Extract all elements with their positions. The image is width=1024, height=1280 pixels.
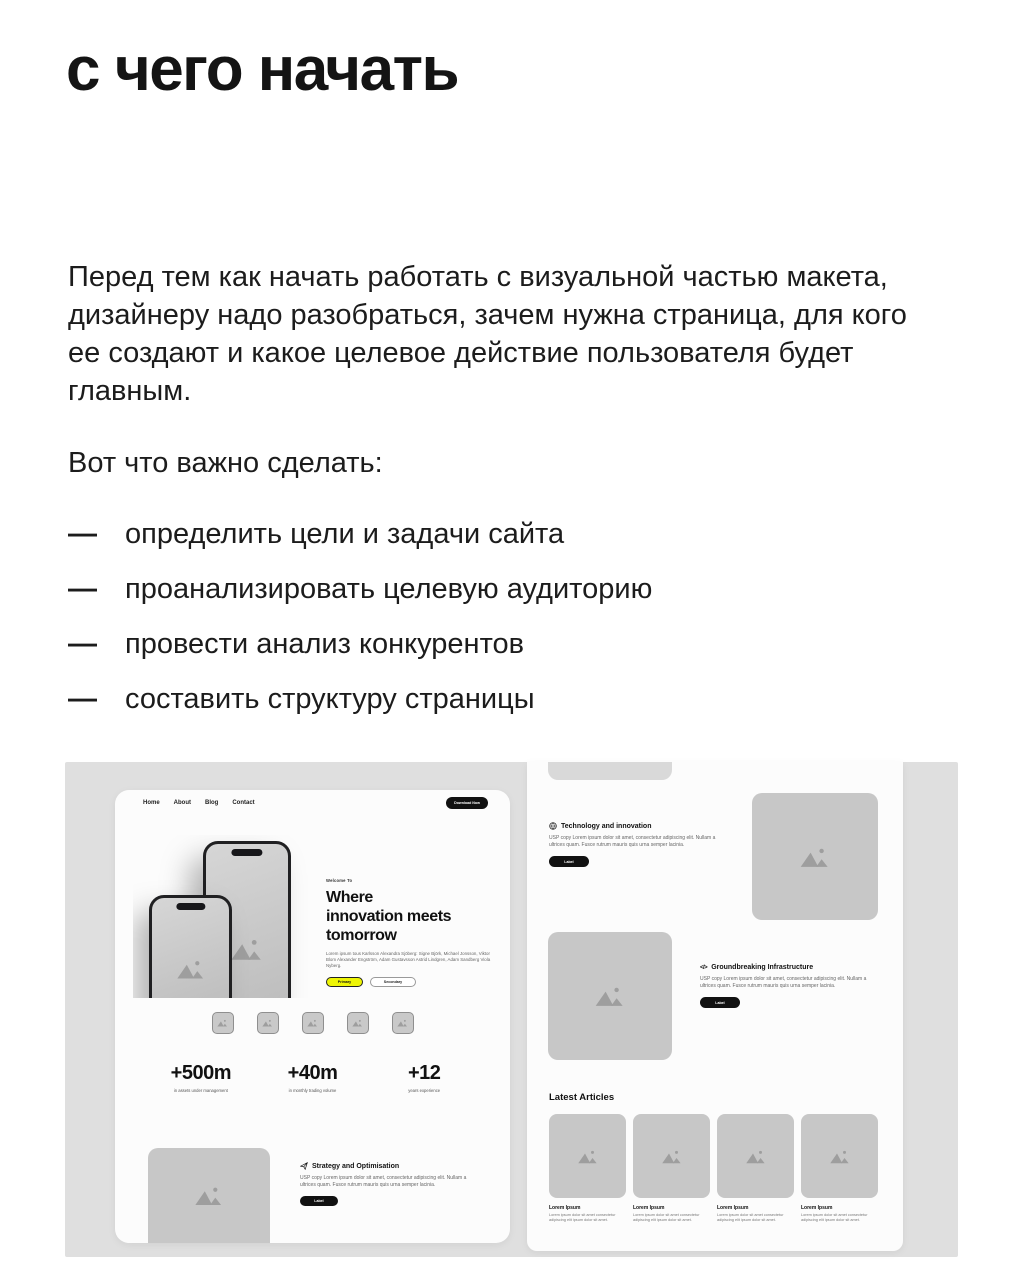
article-card[interactable] bbox=[549, 1114, 626, 1223]
paper-plane-icon bbox=[300, 1162, 308, 1170]
stat-assets bbox=[145, 1062, 257, 1093]
wireframe-content-page bbox=[527, 762, 903, 1251]
image-placeholder-icon bbox=[661, 1149, 683, 1164]
image-placeholder-icon bbox=[257, 1012, 279, 1034]
article-card[interactable] bbox=[633, 1114, 710, 1223]
feature-strategy bbox=[300, 1162, 485, 1206]
article-card[interactable] bbox=[801, 1114, 878, 1223]
label-button[interactable]: Label bbox=[300, 1196, 338, 1206]
secondary-button[interactable]: Secondary bbox=[370, 977, 416, 987]
article-cards bbox=[549, 1114, 878, 1223]
list-item-text: провести анализ конкурентов bbox=[125, 628, 525, 660]
card-title: Lorem Ipsum bbox=[633, 1205, 665, 1211]
nav-item-contact[interactable]: Contact bbox=[232, 800, 255, 806]
image-placeholder-icon bbox=[577, 1149, 599, 1164]
logo-placeholder-row bbox=[115, 1012, 510, 1034]
card-image-placeholder bbox=[633, 1114, 710, 1198]
hero-heading-line: Where bbox=[326, 889, 373, 906]
image-placeholder-icon bbox=[745, 1149, 767, 1164]
image-placeholder-icon bbox=[392, 1012, 414, 1034]
dash-marker: — bbox=[68, 518, 97, 550]
label-button[interactable]: Label bbox=[549, 856, 589, 867]
hero-phone-mockups bbox=[133, 835, 323, 998]
feature-title: Technology and innovation bbox=[561, 822, 652, 830]
feature-heading bbox=[549, 822, 719, 830]
feature-image-placeholder bbox=[148, 1148, 270, 1243]
wireframe-landing-page bbox=[115, 790, 510, 1243]
stat-label: in monthly trading volume bbox=[288, 1088, 337, 1093]
feature-title: Strategy and Optimisation bbox=[312, 1162, 400, 1170]
card-image-placeholder bbox=[801, 1114, 878, 1198]
stat-value: +12 bbox=[407, 1062, 441, 1084]
image-placeholder-icon bbox=[302, 1012, 324, 1034]
list-item bbox=[68, 628, 652, 660]
download-now-button[interactable]: Download Now bbox=[446, 797, 488, 809]
dash-marker: — bbox=[68, 683, 97, 715]
image-placeholder-icon bbox=[194, 1185, 224, 1206]
stat-label: in assets under management bbox=[173, 1088, 228, 1093]
nav-item-about[interactable]: About bbox=[173, 800, 191, 806]
hero-heading-line: innovation meets bbox=[326, 908, 452, 925]
card-body: Lorem ipsum dolor sit amet consectetur adipiscing elit ipsum dolor sit amet. bbox=[801, 1213, 868, 1222]
card-image-placeholder bbox=[717, 1114, 794, 1198]
feature-body: USP copy Lorem ipsum dolor sit amet, consectetur adipiscing elit. Nullam a ultrices quam. Fusce rutrum mauris quis urna semper lacinia. bbox=[549, 835, 716, 848]
primary-button[interactable]: Primary bbox=[326, 977, 363, 987]
feature-image-placeholder bbox=[548, 932, 672, 1060]
list-item bbox=[68, 683, 652, 715]
image-placeholder-icon bbox=[829, 1149, 851, 1164]
list-item-text: определить цели и задачи сайта bbox=[125, 518, 565, 550]
card-image-placeholder bbox=[549, 1114, 626, 1198]
feature-infrastructure bbox=[700, 964, 880, 1008]
image-placeholder-icon bbox=[347, 1012, 369, 1034]
article-card[interactable] bbox=[717, 1114, 794, 1223]
card-body: Lorem ipsum dolor sit amet consectetur adipiscing elit ipsum dolor sit amet. bbox=[717, 1213, 784, 1222]
stat-volume bbox=[257, 1062, 369, 1093]
hero-body-copy: Lorem ipsum tous Karlsson Alexandra Sjöberg: Signe Björk, Michael Jonsson, Viktor Blom Alexander Engström, Adam Gustavsson Astrid Lindgren, Adam Sandberg Viola Nyberg. bbox=[326, 951, 491, 968]
feature-technology bbox=[549, 822, 719, 867]
stat-experience bbox=[368, 1062, 480, 1093]
card-title: Lorem Ipsum bbox=[549, 1205, 581, 1211]
wireframe-nav bbox=[143, 800, 255, 806]
feature-heading bbox=[300, 1162, 485, 1170]
feature-image-placeholder bbox=[752, 793, 878, 920]
dash-marker: — bbox=[68, 573, 97, 605]
card-title: Lorem Ipsum bbox=[717, 1205, 749, 1211]
feature-heading bbox=[700, 964, 880, 971]
image-placeholder-icon bbox=[594, 985, 626, 1007]
globe-icon bbox=[549, 822, 557, 830]
card-body: Lorem ipsum dolor sit amet consectetur adipiscing elit ipsum dolor sit amet. bbox=[549, 1213, 616, 1222]
dash-marker: — bbox=[68, 628, 97, 660]
hero-heading-line: tomorrow bbox=[326, 927, 397, 944]
image-placeholder-icon bbox=[799, 846, 831, 868]
list-item bbox=[68, 518, 652, 550]
stats-row bbox=[145, 1062, 480, 1093]
stat-value: +40m bbox=[287, 1062, 338, 1084]
card-body: Lorem ipsum dolor sit amet consectetur adipiscing elit ipsum dolor sit amet. bbox=[633, 1213, 700, 1222]
label-button[interactable]: Label bbox=[700, 997, 740, 1008]
list-heading: Вот что важно сделать: bbox=[68, 447, 383, 479]
image-placeholder-icon bbox=[176, 958, 206, 979]
wireframes-figure bbox=[65, 762, 958, 1257]
nav-item-home[interactable]: Home bbox=[143, 800, 160, 806]
image-placeholder-icon bbox=[212, 1012, 234, 1034]
phone-mockup bbox=[149, 895, 232, 998]
code-icon: </> bbox=[700, 964, 708, 971]
nav-item-blog[interactable]: Blog bbox=[205, 800, 219, 806]
list-item-text: составить структуру страницы bbox=[125, 683, 535, 715]
cropped-placeholder bbox=[548, 762, 672, 780]
hero-heading bbox=[326, 888, 502, 945]
page-title: с чего начать bbox=[66, 35, 459, 104]
list-item-text: проанализировать целевую аудиторию bbox=[125, 573, 653, 605]
image-placeholder-icon bbox=[230, 937, 264, 961]
list-item bbox=[68, 573, 652, 605]
stat-value: +500m bbox=[170, 1062, 231, 1084]
checklist bbox=[68, 518, 652, 715]
hero-text-block bbox=[326, 878, 502, 987]
feature-body: USP copy Lorem ipsum dolor sit amet, consectetur adipiscing elit. Nullam a ultrices quam. Fusce rutrum mauris quis urna semper lacinia. bbox=[300, 1175, 467, 1188]
feature-title: Groundbreaking Infrastructure bbox=[711, 964, 814, 971]
card-title: Lorem Ipsum bbox=[801, 1205, 833, 1211]
stat-label: years experience bbox=[408, 1088, 441, 1093]
hero-eyebrow: Welcome To bbox=[326, 878, 353, 883]
feature-body: USP copy Lorem ipsum dolor sit amet, consectetur adipiscing elit. Nullam a ultrices quam. Fusce rutrum mauris quis urna semper lacinia. bbox=[700, 976, 867, 989]
intro-paragraph: Перед тем как начать работать с визуальной частью макета, дизайнеру надо разобраться, зачем нужна страница, для кого ее создают и какое целевое действие пользователя будет главным. bbox=[68, 261, 907, 407]
latest-articles-heading: Latest Articles bbox=[549, 1092, 615, 1103]
hero-buttons bbox=[326, 977, 502, 987]
